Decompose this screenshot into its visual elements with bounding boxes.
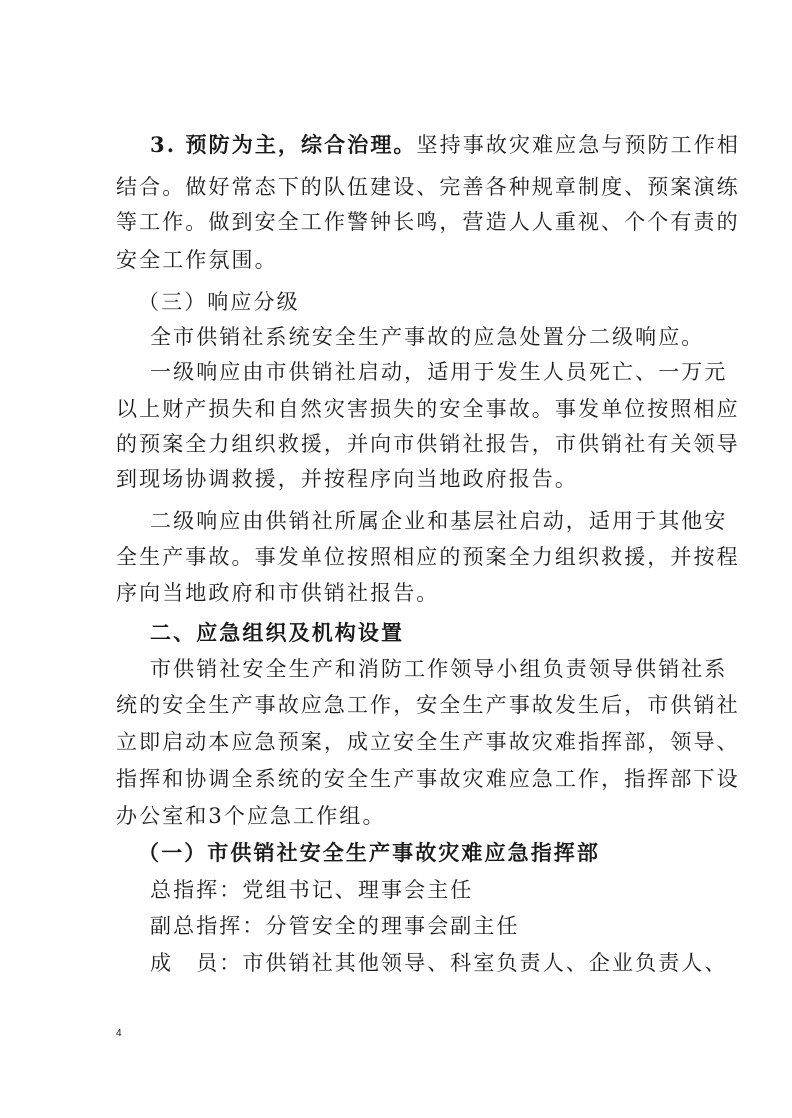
paragraph-line: 序向当地政府和市供销社报告。 (116, 581, 440, 605)
paragraph-line: 立即启动本应急预案，成立安全生产事故灾难指挥部，领导、 (116, 730, 740, 754)
paragraph-line: 指挥和协调全系统的安全生产事故灾难应急工作，指挥部下设 (116, 767, 740, 791)
paragraph-line: 安全工作氛围。 (116, 248, 278, 272)
principle-text: 坚持事故灾难应急与预防工作相 (416, 133, 740, 157)
paragraph-line: 市供销社安全生产和消防工作领导小组负责领导供销社系 (150, 657, 728, 681)
paragraph-line: 办公室和3个应急工作组。 (116, 804, 386, 828)
subheading-response-levels: （三）响应分级 (138, 290, 300, 314)
paragraph-line: 结合。做好常态下的队伍建设、完善各种规章制度、预案演练 (116, 175, 740, 199)
paragraph-principle-line (150, 130, 740, 160)
role-commander: 总指挥：党组书记、理事会主任 (150, 878, 474, 902)
page-number: 4 (116, 1028, 122, 1039)
paragraph-line: 二级响应由供销社所属企业和基层社启动，适用于其他安 (150, 509, 728, 533)
paragraph-line: 全生产事故。事发单位按照相应的预案全力组织救援，并按程 (116, 545, 740, 569)
paragraph-line: 到现场协调救援，并按程序向当地政府报告。 (116, 467, 578, 491)
role-members: 成 员：市供销社其他领导、科室负责人、企业负责人、 (150, 951, 728, 975)
role-deputy: 副总指挥：分管安全的理事会副主任 (150, 914, 520, 938)
principle-heading: 3. 预防为主，综合治理。 (150, 132, 417, 157)
paragraph-line: 一级响应由市供销社启动，适用于发生人员死亡、一万元 (150, 360, 728, 384)
paragraph-line: 以上财产损失和自然灾害损失的安全事故。事发单位按照相应 (116, 397, 740, 421)
subheading-headquarters: （一）市供销社安全生产事故灾难应急指挥部 (138, 840, 600, 865)
section-heading: 二、应急组织及机构设置 (150, 620, 405, 645)
paragraph-line: 全市供销社系统安全生产事故的应急处置分二级响应。 (150, 325, 705, 349)
paragraph-line: 统的安全生产事故应急工作，安全生产事故发生后，市供销社 (116, 693, 740, 717)
paragraph-line: 的预案全力组织救援，并向市供销社报告，市供销社有关领导 (116, 432, 740, 456)
paragraph-line: 等工作。做到安全工作警钟长鸣，营造人人重视、个个有责的 (116, 210, 740, 234)
